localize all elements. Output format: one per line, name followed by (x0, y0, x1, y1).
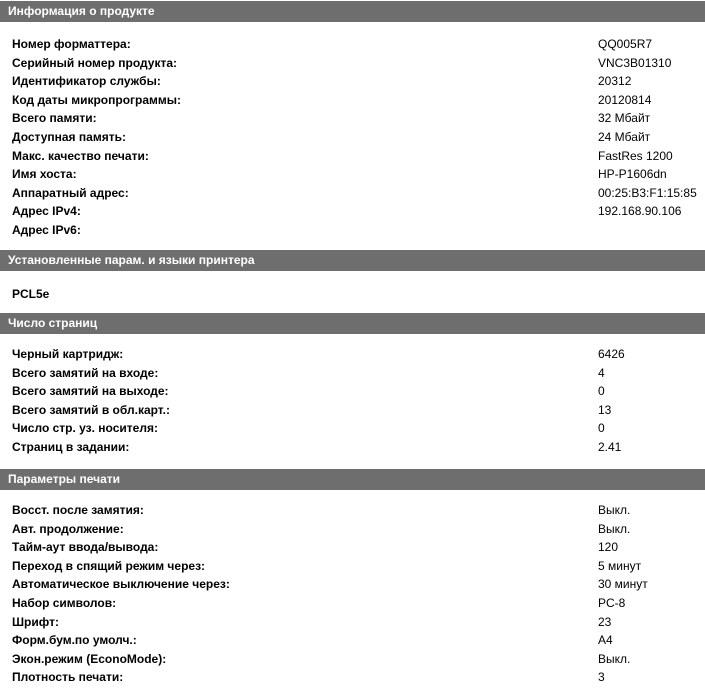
row-label: Макс. качество печати: (12, 148, 149, 163)
page-count-section (0, 313, 705, 457)
row-label: Аппаратный адрес: (12, 185, 129, 200)
page-count-header: Число страниц (0, 313, 705, 334)
row-label: Адрес IPv6: (12, 222, 81, 237)
product-info-header: Информация о продукте (0, 1, 705, 22)
table-row (0, 575, 705, 594)
row-value: 6426 (598, 347, 625, 361)
row-value: FastRes 1200 (598, 148, 673, 163)
languages-header: Установленные парам. и языки принтера (0, 250, 705, 271)
row-label: Экон.режим (EconoMode): (12, 651, 167, 666)
row-label: Всего замятий в обл.карт.: (12, 402, 170, 417)
row-label: Набор символов: (12, 595, 117, 610)
table-row (0, 364, 705, 383)
row-value: PC-8 (598, 595, 626, 610)
table-row (0, 221, 705, 240)
row-label: Идентификатор службы: (12, 74, 161, 89)
row-label: Серийный номер продукта: (12, 55, 178, 70)
row-value: Выкл. (598, 651, 631, 666)
row-value: VNC3B01310 (598, 55, 672, 70)
table-row (0, 438, 705, 457)
row-value: 5 минут (598, 558, 642, 573)
row-label: Страниц в задании: (12, 439, 130, 454)
table-row (0, 91, 705, 110)
row-label: Шрифт: (12, 614, 59, 629)
table-row (0, 382, 705, 401)
row-value: A4 (598, 633, 613, 648)
table-row (0, 520, 705, 539)
table-row (0, 54, 705, 73)
row-value: QQ005R7 (598, 37, 653, 51)
table-row (0, 501, 705, 520)
table-row (0, 72, 705, 91)
row-label: Доступная память: (12, 129, 126, 144)
row-value: 20120814 (598, 92, 652, 107)
row-label: Тайм-аут ввода/вывода: (12, 540, 159, 555)
row-label: Черный картридж: (12, 347, 124, 361)
table-row (0, 345, 705, 364)
row-value: 30 минут (598, 577, 648, 592)
product-info-rows (0, 35, 705, 240)
row-value: 13 (598, 402, 612, 417)
row-label: Код даты микропрограммы: (12, 92, 182, 107)
table-row (0, 668, 705, 687)
row-label: Форм.бум.по умолч.: (12, 633, 137, 648)
row-label: Всего замятий на входе: (12, 365, 159, 380)
row-value: 20312 (598, 74, 632, 89)
row-value: 0 (598, 384, 605, 399)
row-label: Всего замятий на выходе: (12, 384, 169, 399)
product-info-section (0, 1, 705, 240)
row-value: 00:25:B3:F1:15:85 (598, 185, 697, 200)
row-value: 0 (598, 421, 605, 436)
language-item-pcl5e: PCL5e (12, 287, 50, 301)
print-params-section (0, 469, 705, 687)
row-label: Число стр. уз. носителя: (12, 421, 158, 436)
table-row (0, 147, 705, 166)
row-value: 23 (598, 614, 612, 629)
row-value: 120 (598, 540, 619, 555)
table-row (0, 631, 705, 650)
row-value: 3 (598, 670, 605, 685)
table-row (0, 650, 705, 669)
print-params-rows (0, 501, 705, 687)
table-row (0, 202, 705, 221)
page-count-rows (0, 345, 705, 457)
row-value: HP-P1606dn (598, 167, 667, 182)
row-value: Выкл. (598, 521, 631, 536)
row-value: 32 Мбайт (598, 111, 651, 126)
row-label: Плотность печати: (12, 670, 124, 685)
row-value: 192.168.90.106 (598, 204, 682, 219)
row-value: Выкл. (598, 503, 631, 517)
row-label: Восст. после замятия: (12, 503, 144, 517)
table-row (0, 128, 705, 147)
row-value: 2.41 (598, 439, 622, 454)
table-row (0, 419, 705, 438)
row-label: Автоматическое выключение через: (12, 577, 230, 592)
table-row (0, 401, 705, 420)
languages-section (0, 250, 705, 303)
row-label: Адрес IPv4: (12, 204, 81, 219)
table-row (0, 109, 705, 128)
table-row (0, 184, 705, 203)
table-row (0, 557, 705, 576)
table-row (0, 165, 705, 184)
table-row (0, 613, 705, 632)
row-label: Номер форматтера: (12, 37, 131, 51)
row-label: Авт. продолжение: (12, 521, 124, 536)
table-row (0, 35, 705, 54)
row-value: 4 (598, 365, 605, 380)
row-value: 24 Мбайт (598, 129, 651, 144)
row-label: Переход в спящий режим через: (12, 558, 206, 573)
table-row (0, 594, 705, 613)
row-label: Всего памяти: (12, 111, 97, 126)
row-label: Имя хоста: (12, 167, 77, 182)
print-params-header: Параметры печати (0, 469, 705, 490)
table-row (0, 538, 705, 557)
